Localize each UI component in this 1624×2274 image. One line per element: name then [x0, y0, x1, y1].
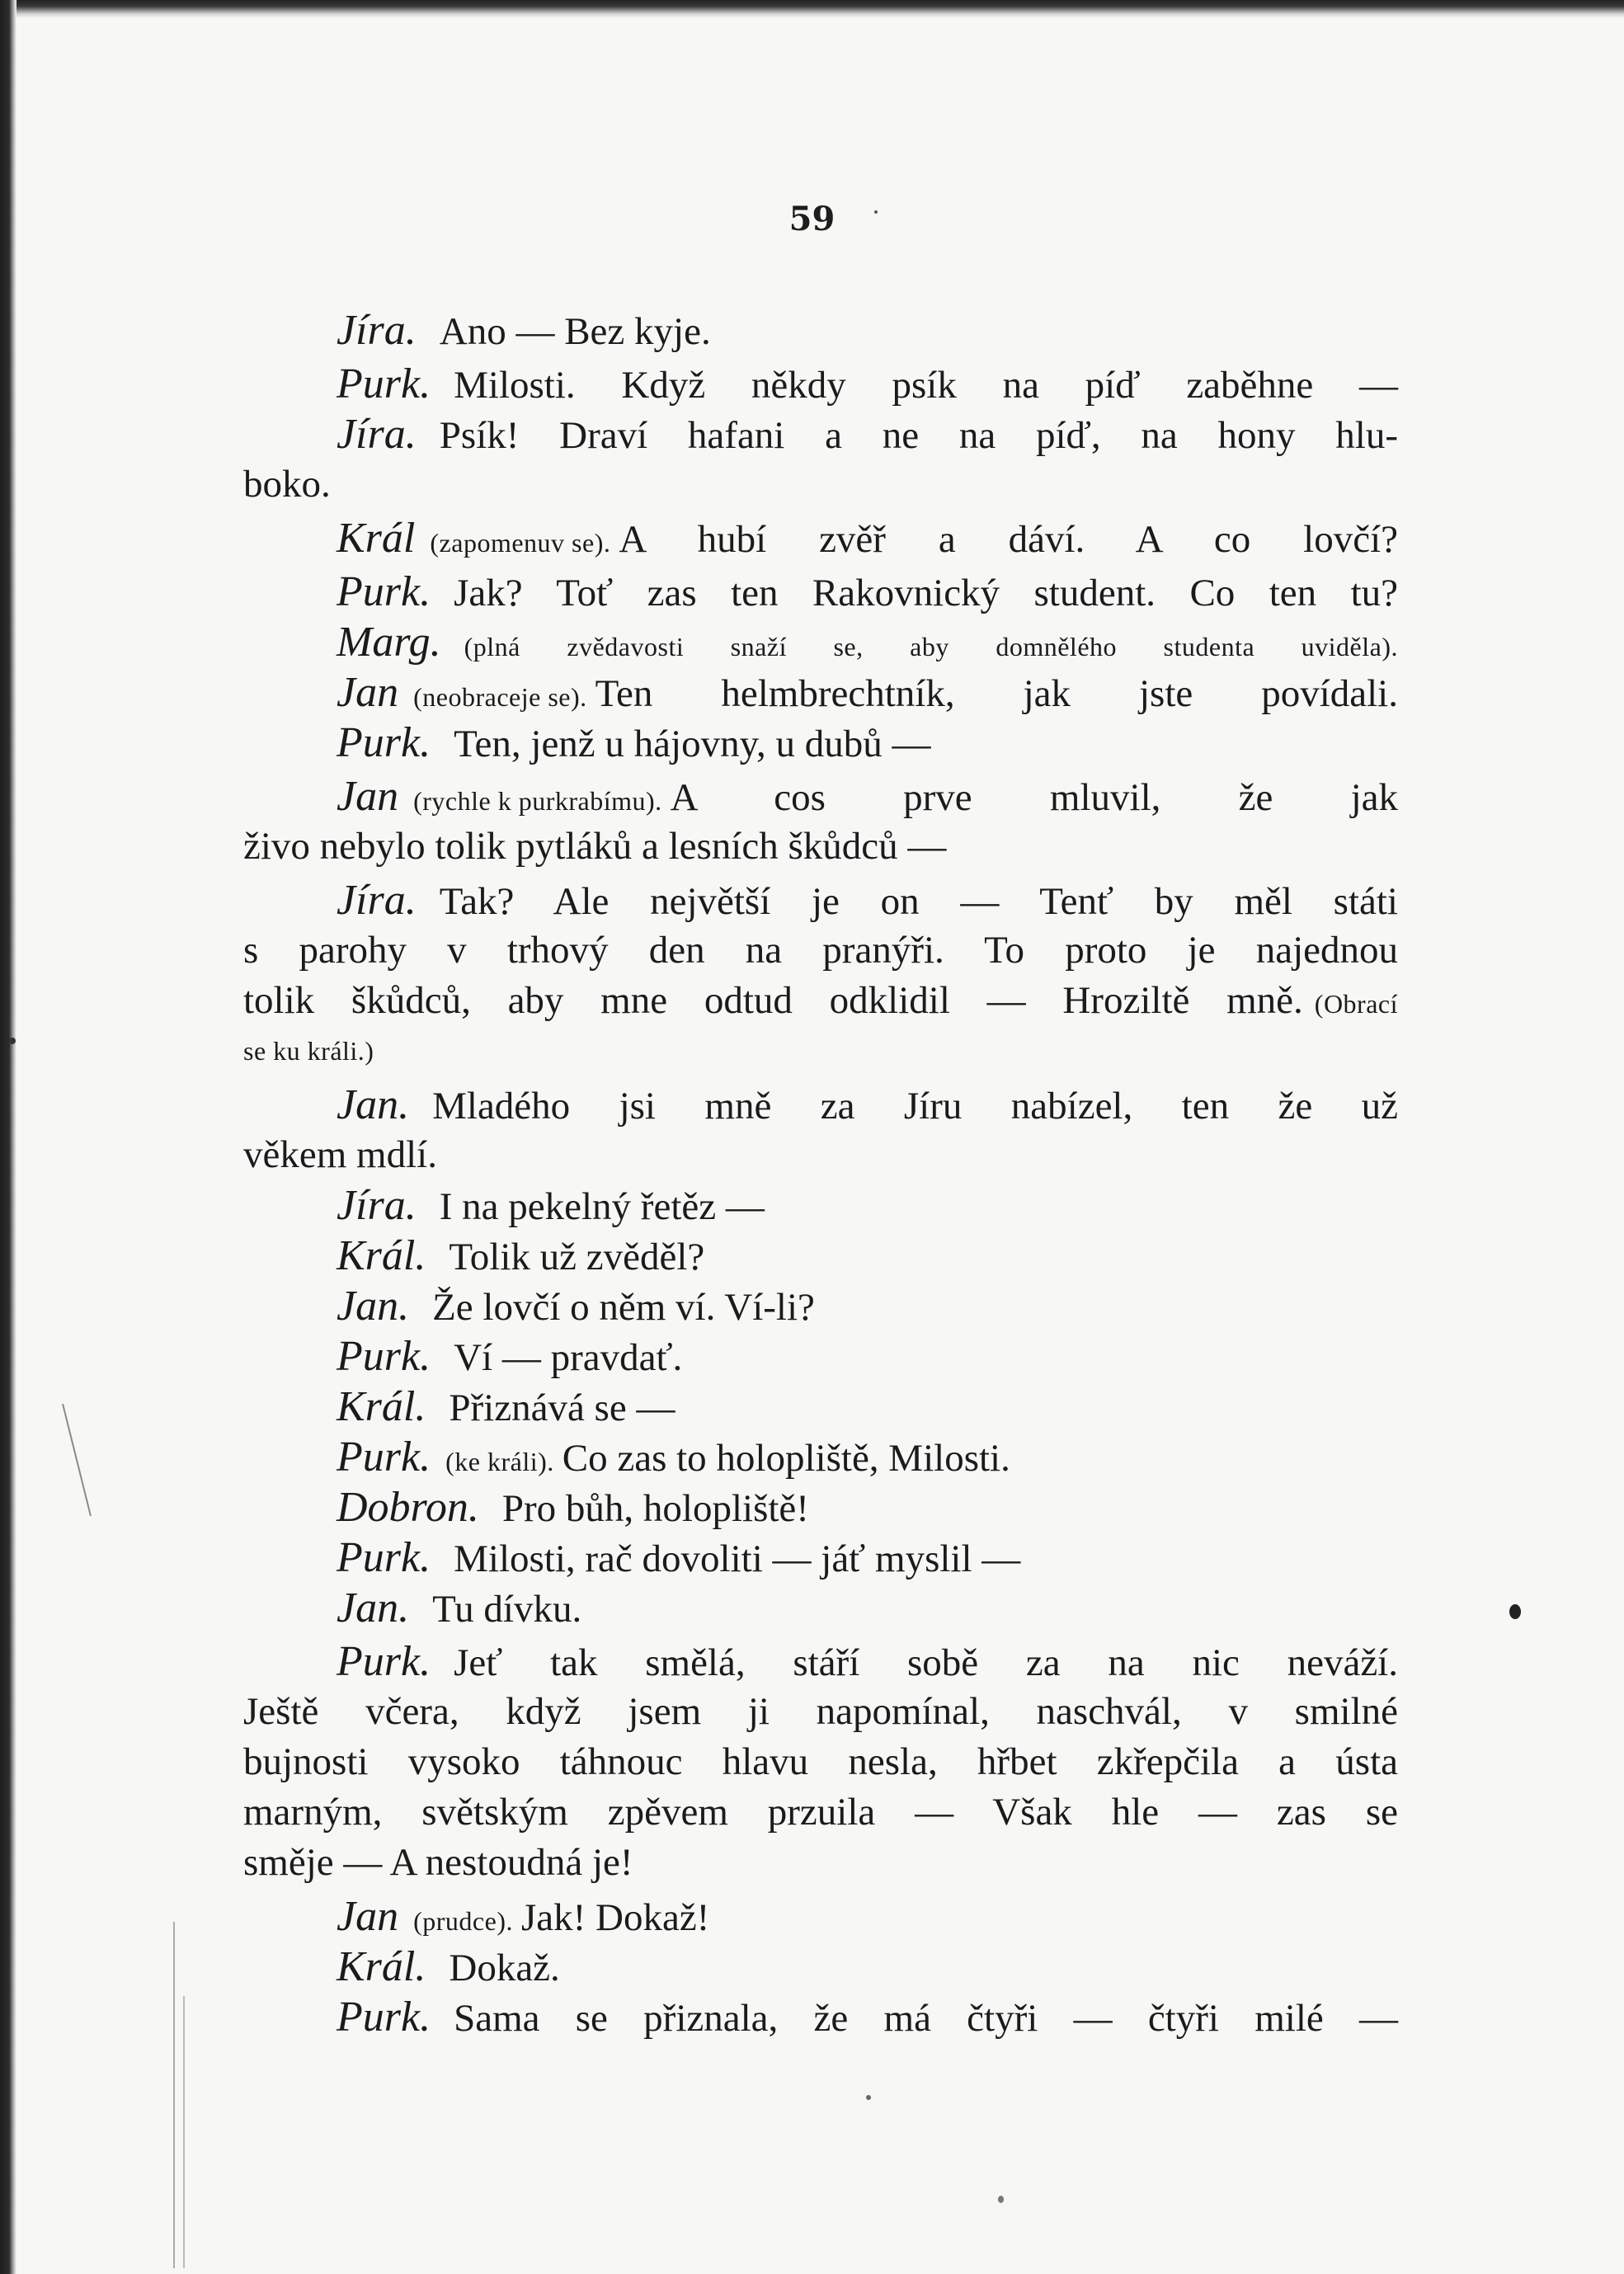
speaker-name: Král.: [337, 1943, 426, 1990]
scan-speck: [1509, 1604, 1521, 1619]
speaker-name: Purk.: [337, 1434, 431, 1481]
speaker-name: Jan: [337, 1893, 399, 1940]
line-text: Ví — pravdať.: [454, 1336, 683, 1379]
speaker-name: Jíra.: [337, 411, 417, 458]
stage-direction: (Obrací: [1314, 989, 1398, 1019]
continuation-line: [243, 1838, 1398, 1888]
speech-line: [243, 1992, 1398, 2042]
speaker-name: Purk.: [337, 1994, 431, 2041]
speech-line: [243, 1891, 1398, 1942]
scan-top-edge: [0, 0, 1624, 18]
speech-line: [243, 617, 1398, 667]
speaker-name: Purk.: [337, 360, 431, 407]
speech-line: [243, 718, 1398, 768]
speaker-name: Purk.: [337, 1333, 431, 1380]
speech-line: [243, 1482, 1398, 1532]
speaker-name: Purk.: [337, 719, 431, 766]
speech-line: [243, 1281, 1398, 1331]
stage-direction: (neobraceje se).: [413, 682, 587, 712]
line-text: s parohy v trhový den na pranýři. To proto je najednou: [243, 929, 1398, 972]
scan-mark: [183, 1996, 185, 2268]
line-text: Jak? Toť zas ten Rakovnický student. Co ten tu?: [454, 572, 1398, 614]
line-text: živo nebylo tolik pytláků a lesních škůdců —: [243, 825, 947, 868]
line-text: Tak? Ale největší je on — Tenť by měl státi: [439, 880, 1398, 923]
line-text: Ještě včera, když jsem ji napomínal, naschvál, v smilné: [243, 1690, 1398, 1733]
stage-direction: (ke králi).: [445, 1447, 554, 1476]
stage-direction: (zapomenuv se).: [430, 528, 611, 558]
line-text: A cos prve mluvil, že jak: [670, 776, 1398, 819]
continuation-line: [243, 925, 1398, 976]
line-text: Jeť tak smělá, stáří sobě za na nic neváží.: [454, 1641, 1398, 1684]
line-text: Mladého jsi mně za Jíru nabízel, ten že už: [432, 1085, 1398, 1128]
scan-left-edge: [0, 0, 16, 2274]
speaker-name: Král.: [337, 1383, 426, 1430]
speaker-name: Dobron.: [337, 1484, 479, 1531]
line-text: tolik škůdců, aby mne odtud odklidil — Hroziltě mně.: [243, 979, 1303, 1022]
speech-line: [243, 1080, 1398, 1130]
speaker-name: Král: [337, 515, 416, 562]
speaker-name: Jan: [337, 773, 399, 820]
line-text: Že lovčí o něm ví. Ví-li?: [432, 1286, 815, 1329]
speaker-name: Purk.: [337, 568, 431, 615]
speaker-name: Purk.: [337, 1638, 431, 1685]
line-text: Dokaž.: [449, 1947, 560, 1989]
line-text: boko.: [243, 463, 331, 506]
speech-line: [243, 875, 1398, 925]
continuation-line: [243, 822, 1398, 872]
stage-direction: (prudce).: [413, 1906, 513, 1936]
speech-line: [243, 771, 1398, 822]
line-text: Co zas to holopliště, Milosti.: [562, 1437, 1010, 1480]
speech-line: [243, 513, 1398, 563]
speech-line: [243, 1382, 1398, 1432]
line-text: A hubí zvěř a dáví. A co lovčí?: [619, 518, 1398, 561]
speaker-name: Purk.: [337, 1534, 431, 1581]
stage-direction: (plná zvědavosti snaží se, aby domnělého studenta uviděla).: [464, 632, 1398, 661]
continuation-line: [243, 976, 1398, 1026]
line-text: Přiznává se —: [449, 1387, 675, 1429]
speaker-name: Jan: [337, 669, 399, 716]
line-text: bujnosti vysoko táhnouc hlavu nesla, hřbet zkřepčila a ústa: [243, 1740, 1398, 1783]
line-text: Milosti, rač dovoliti — jáť myslil —: [454, 1537, 1021, 1580]
line-text: Tolik už zvěděl?: [449, 1236, 705, 1278]
speaker-name: Jíra.: [337, 877, 417, 924]
play-text: [243, 305, 1398, 2042]
scan-speck: [9, 1038, 16, 1044]
continuation-line: [243, 1687, 1398, 1737]
speaker-name: Marg.: [337, 619, 441, 666]
speaker-name: Jíra.: [337, 1182, 417, 1229]
line-text: věkem mdlí.: [243, 1133, 437, 1176]
scan-mark: [62, 1404, 92, 1516]
scan-speck: [874, 210, 878, 214]
continuation-line: [243, 459, 1398, 510]
speech-line: [243, 667, 1398, 718]
scan-speck: [866, 2095, 871, 2100]
speaker-name: Jíra.: [337, 307, 417, 354]
page-number: 59: [788, 200, 836, 238]
stage-direction: (rychle k purkrabímu).: [413, 786, 662, 816]
speech-line: [243, 1331, 1398, 1382]
speech-line: [243, 1231, 1398, 1281]
speech-line: [243, 1636, 1398, 1687]
scan-speck: [998, 2196, 1004, 2203]
continuation-line: [243, 1737, 1398, 1787]
speaker-name: Jan.: [337, 1081, 410, 1128]
continuation-line: [243, 1130, 1398, 1180]
speech-line: [243, 359, 1398, 409]
speech-line: [243, 567, 1398, 617]
line-text: I na pekelný řetěz —: [439, 1185, 765, 1228]
line-text: Ten, jenž u hájovny, u dubů —: [454, 723, 931, 765]
speech-line: [243, 305, 1398, 355]
speech-line: [243, 1180, 1398, 1231]
speech-line: [243, 409, 1398, 459]
line-text: směje — A nestoudná je!: [243, 1841, 633, 1884]
line-text: Milosti. Když někdy psík na píď zaběhne —: [454, 364, 1398, 407]
speaker-name: Jan.: [337, 1584, 410, 1631]
speech-line: [243, 1583, 1398, 1633]
line-text: Jak! Dokaž!: [520, 1896, 710, 1939]
line-text: Ten helmbrechtník, jak jste povídali.: [595, 672, 1398, 715]
speech-line: [243, 1432, 1398, 1482]
continuation-line: [243, 1026, 1398, 1076]
line-text: Sama se přiznala, že má čtyři — čtyři milé —: [454, 1997, 1398, 2040]
continuation-line: [243, 1787, 1398, 1838]
stage-direction: se ku králi.): [243, 1036, 374, 1066]
line-text: Psík! Draví hafani a ne na píď, na hony hlu-: [439, 414, 1398, 457]
line-text: Pro bůh, holopliště!: [501, 1487, 809, 1530]
speaker-name: Jan.: [337, 1283, 410, 1330]
line-text: Tu dívku.: [432, 1588, 582, 1631]
line-text: Ano — Bez kyje.: [439, 310, 711, 353]
speech-line: [243, 1942, 1398, 1992]
line-text: marným, světským zpěvem przuila — Však hle — zas se: [243, 1791, 1398, 1834]
speech-line: [243, 1532, 1398, 1583]
speaker-name: Král.: [337, 1232, 426, 1279]
scan-mark: [173, 1922, 175, 2268]
